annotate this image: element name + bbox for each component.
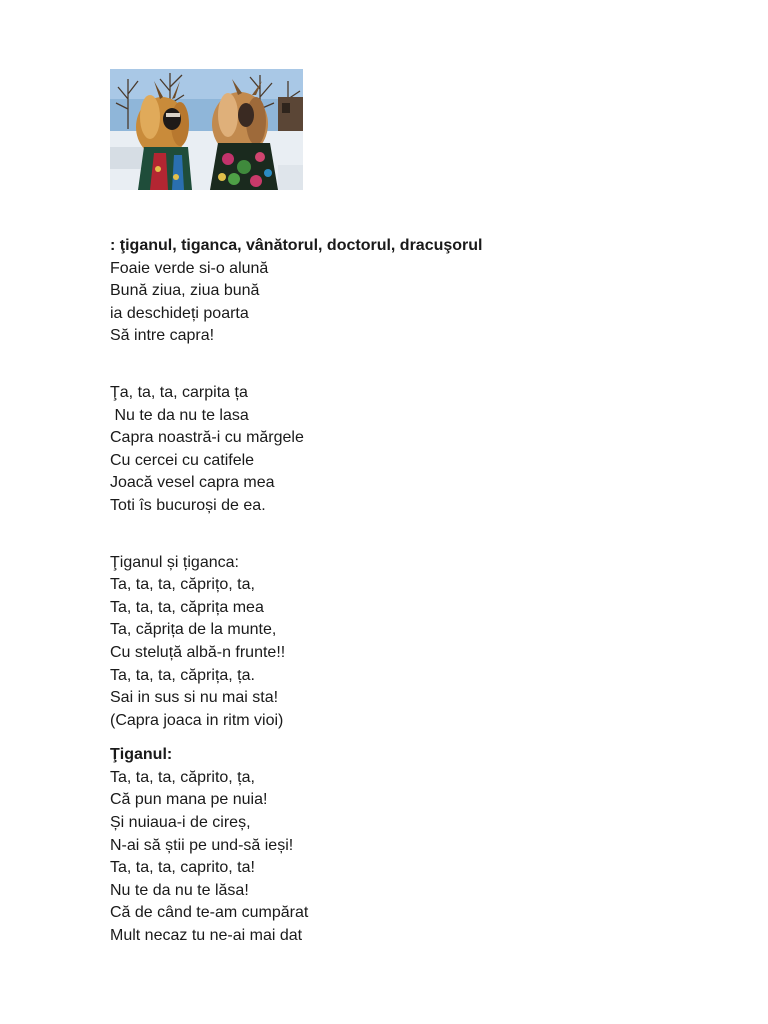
stanza-4-line: Ta, ta, ta, caprito, ta! bbox=[110, 859, 255, 877]
stanza-4-line: N-ai să știi pe und-să ieși! bbox=[110, 836, 294, 854]
stanza-2-line: Joacă vesel capra mea bbox=[110, 474, 275, 492]
stanza-3-line: Sai in sus si nu mai sta! bbox=[110, 689, 279, 707]
costume-photo bbox=[110, 69, 303, 190]
stanza-3-line: Ta, căprița de la munte, bbox=[110, 621, 277, 639]
stanza-3-line: Ta, ta, ta, căprițo, ta, bbox=[110, 576, 255, 594]
stanza-3-line: Cu steluță albă-n frunte!! bbox=[110, 643, 286, 661]
stanza-3-line: Ţiganul și țiganca: bbox=[110, 553, 239, 571]
stanza-4-title: Ţiganul: bbox=[110, 746, 173, 764]
stanza-4-line: Că pun mana pe nuia! bbox=[110, 791, 268, 809]
stanza-4-line: Nu te da nu te lăsa! bbox=[110, 881, 249, 899]
stanza-3-line: (Capra joaca in ritm vioi) bbox=[110, 711, 284, 729]
stanza-1-line: Bună ziua, ziua bună bbox=[110, 282, 260, 300]
stanza-2-line: Nu te da nu te lasa bbox=[110, 406, 249, 424]
stanza-2-line: Ţa, ta, ta, carpita ța bbox=[110, 383, 248, 401]
stanza-1-line: Foaie verde si-o alună bbox=[110, 259, 269, 277]
stanza-2-line: Toti îs bucuroși de ea. bbox=[110, 496, 266, 514]
stanza-1-line: ia deschideți poarta bbox=[110, 304, 249, 322]
stanza-4-line: Mult necaz tu ne-ai mai dat bbox=[110, 927, 303, 945]
stanza-3-line: Ta, ta, ta, căprița mea bbox=[110, 598, 264, 616]
poem-text bbox=[110, 235, 710, 948]
stanza-1-line: Să intre capra! bbox=[110, 327, 215, 345]
stanza-4-line: Ta, ta, ta, căprito, ța, bbox=[110, 768, 255, 786]
stanza-2-line: Cu cercei cu catifele bbox=[110, 451, 255, 469]
heading-roles: : ţiganul, tiganca, vânătorul, doctorul, dracuşorul bbox=[110, 237, 483, 254]
stanza-4-line: Că de când te-am cumpărat bbox=[110, 904, 309, 922]
stanza-2-line: Capra noastră-i cu mărgele bbox=[110, 429, 304, 447]
stanza-3-line: Ta, ta, ta, căprița, ța. bbox=[110, 666, 255, 684]
stanza-4-line: Și nuiaua-i de cireș, bbox=[110, 814, 251, 832]
